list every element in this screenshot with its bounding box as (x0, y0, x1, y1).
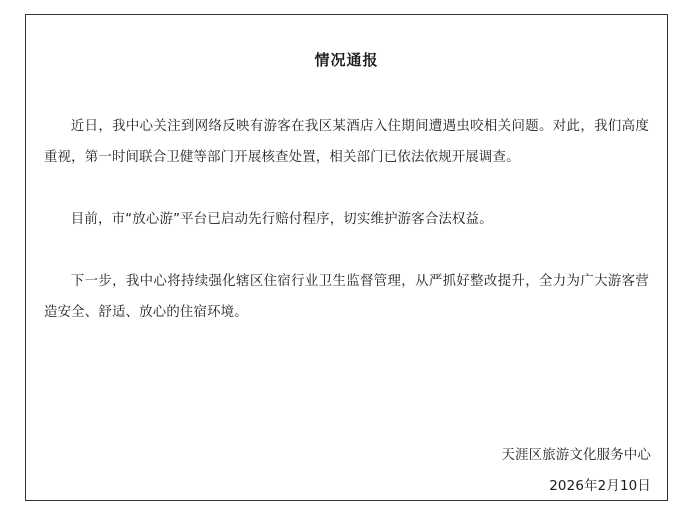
notice-document (25, 14, 668, 501)
notice-body (44, 111, 649, 328)
notice-title: 情况通报 (314, 51, 379, 69)
paragraph-compensation: 目前，市“放心游”平台已启动先行赔付程序，切实维护游客合法权益。 (70, 212, 493, 227)
paragraph-next-steps: 下一步，我中心将持续强化辖区住宿行业卫生监督管理，从严抓好整改提升，全力为广大游客营造安全、舒适、放心的住宿环境。 (44, 274, 649, 320)
signature-block (502, 440, 652, 502)
paragraph-incident: 近日，我中心关注到网络反映有游客在我区某酒店入住期间遭遇虫咬相关问题。对此，我们高度重视，第一时间联合卫健等部门开展核查处置，相关部门已依法依规开展调查。 (44, 119, 649, 165)
signature-organization: 天涯区旅游文化服务中心 (501, 448, 651, 463)
signature-date: 2026年2月10日 (549, 479, 651, 494)
